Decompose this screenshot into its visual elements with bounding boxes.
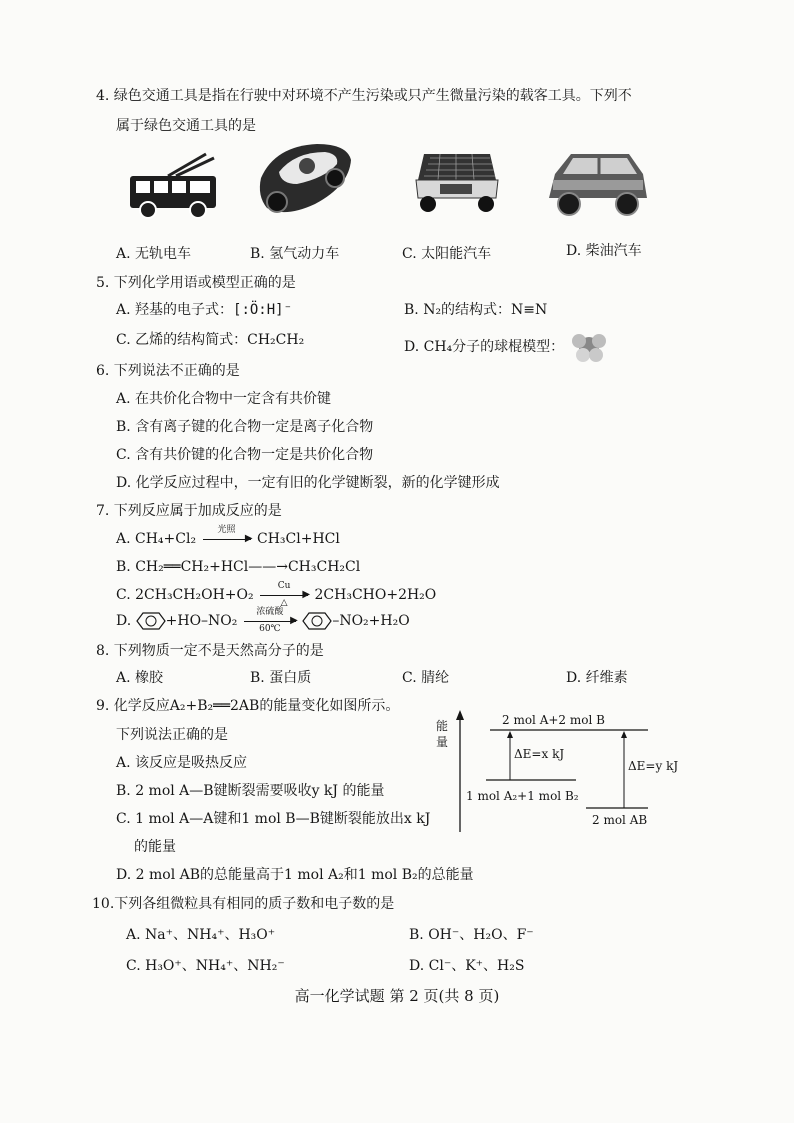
q5-option-d-label: D. CH₄分子的球棍模型：: [404, 339, 565, 355]
q7-c-catalyst: Cu: [277, 581, 291, 591]
q4-option-d: D. 柴油汽车: [566, 243, 642, 259]
q5-option-c: C. 乙烯的结构简式：CH₂CH₂: [116, 332, 305, 348]
q10-option-c: C. H₃O⁺、NH₄⁺、NH₂⁻: [126, 958, 285, 974]
energy-axis-label-2: 量: [436, 735, 449, 749]
dy-label: ΔE=y kJ: [628, 759, 679, 773]
level-mid-label: 1 mol A₂+1 mol B₂: [466, 789, 579, 803]
q9-sub: 下列说法正确的是: [116, 727, 228, 743]
solar-car-image: [410, 150, 502, 220]
hydrogen-car-image: [255, 138, 355, 220]
q5-option-d: [404, 332, 609, 362]
q7-a-reactants: A. CH₄+Cl₂: [116, 531, 197, 547]
diesel-suv-image: [545, 148, 651, 222]
level-low-label: 2 mol AB: [592, 813, 648, 827]
q9-option-b: B. 2 mol A—B键断裂需要吸收y kJ 的能量: [116, 783, 385, 799]
q8-option-a: A. 橡胶: [116, 670, 164, 686]
trolleybus-image: [128, 150, 220, 222]
energy-axis-label-1: 能: [436, 719, 449, 733]
q7-c-reactants: C. 2CH₃CH₂OH+O₂: [116, 587, 254, 603]
q7-a-products: CH₃Cl+HCl: [256, 531, 340, 547]
q5-stem: 5. 下列化学用语或模型正确的是: [96, 275, 296, 291]
q7-d-arrow: 浓硫酸 ▶ 60℃: [242, 614, 298, 628]
q8-option-d: D. 纤维素: [566, 670, 628, 686]
q10-option-a: A. Na⁺、NH₄⁺、H₃O⁺: [126, 927, 276, 943]
q5-option-b: B. N₂的结构式：N≡N: [404, 302, 548, 318]
q5-option-a-label: A. 羟基的电子式：: [116, 302, 234, 318]
q6-option-d: D. 化学反应过程中，一定有旧的化学键断裂，新的化学键形成: [116, 475, 500, 491]
q9-option-c-line2: 的能量: [134, 839, 176, 855]
q7-option-a: [116, 525, 340, 547]
q4-stem-line2: 属于绿色交通工具的是: [116, 118, 256, 134]
q7-c-heat: △: [280, 598, 288, 608]
benzene-ring-icon: [302, 612, 332, 630]
q5-option-a-formula: [:Ö:H]⁻: [233, 302, 293, 318]
q7-d-catalyst: 浓硫酸: [256, 607, 284, 617]
dx-label: ΔE=x kJ: [514, 747, 565, 761]
q6-option-b: B. 含有离子键的化合物一定是离子化合物: [116, 419, 374, 435]
q4-option-a: A. 无轨电车: [116, 246, 192, 262]
energy-diagram: [430, 708, 694, 836]
q7-a-condition: 光照: [217, 525, 236, 535]
q4-option-b: B. 氢气动力车: [250, 246, 340, 262]
q7-c-arrow: Cu ▶ △: [258, 588, 310, 602]
q7-d-reactant: +HO–NO₂: [165, 613, 238, 629]
q9-option-d: D. 2 mol AB的总能量高于1 mol A₂和1 mol B₂的总能量: [116, 867, 474, 883]
q7-option-c: [116, 581, 437, 608]
q10-option-b: B. OH⁻、H₂O、F⁻: [409, 927, 534, 943]
dy-arrow-icon: [621, 731, 627, 738]
q9-option-a: A. 该反应是吸热反应: [116, 755, 248, 771]
q7-option-d: [116, 607, 410, 634]
q4-stem-line1: 4. 绿色交通工具是指在行驶中对环境不产生污染或只产生微量污染的载客工具。下列不: [96, 88, 632, 104]
q7-d-products: –NO₂+H₂O: [332, 613, 410, 629]
q7-c-products: 2CH₃CHO+2H₂O: [314, 587, 437, 603]
q5-option-a: [116, 302, 292, 318]
q7-option-b: B. CH₂══CH₂+HCl——→CH₃CH₂Cl: [116, 559, 361, 575]
page-footer: 高一化学试题 第 2 页(共 8 页): [294, 987, 500, 1005]
q8-stem: 8. 下列物质一定不是天然高分子的是: [96, 643, 324, 659]
q10-stem: 10.下列各组微粒具有相同的质子数和电子数的是: [92, 896, 395, 912]
q4-option-c: C. 太阳能汽车: [402, 246, 492, 262]
benzene-ring-icon: [136, 612, 166, 630]
q6-option-c: C. 含有共价键的化合物一定是共价化合物: [116, 447, 374, 463]
ch4-model-icon: [569, 332, 609, 362]
axis-arrow-icon: [456, 710, 464, 720]
level-top-label: 2 mol A+2 mol B: [502, 713, 605, 727]
q9-stem: 9. 化学反应A₂+B₂══2AB的能量变化如图所示。: [96, 698, 400, 714]
q8-option-b: B. 蛋白质: [250, 670, 312, 686]
q6-option-a: A. 在共价化合物中一定含有共价键: [116, 391, 332, 407]
q7-a-arrow: 光照 ▶: [201, 532, 253, 546]
q10-option-d: D. Cl⁻、K⁺、H₂S: [409, 958, 525, 974]
q7-d-label: D.: [116, 613, 132, 629]
q9-option-c-line1: C. 1 mol A—A键和1 mol B—B键断裂能放出x kJ: [116, 811, 431, 827]
q7-d-temperature: 60℃: [259, 624, 281, 634]
q7-stem: 7. 下列反应属于加成反应的是: [96, 503, 282, 519]
q8-option-c: C. 腈纶: [402, 670, 450, 686]
q6-stem: 6. 下列说法不正确的是: [96, 363, 240, 379]
dx-arrow-icon: [507, 731, 513, 738]
